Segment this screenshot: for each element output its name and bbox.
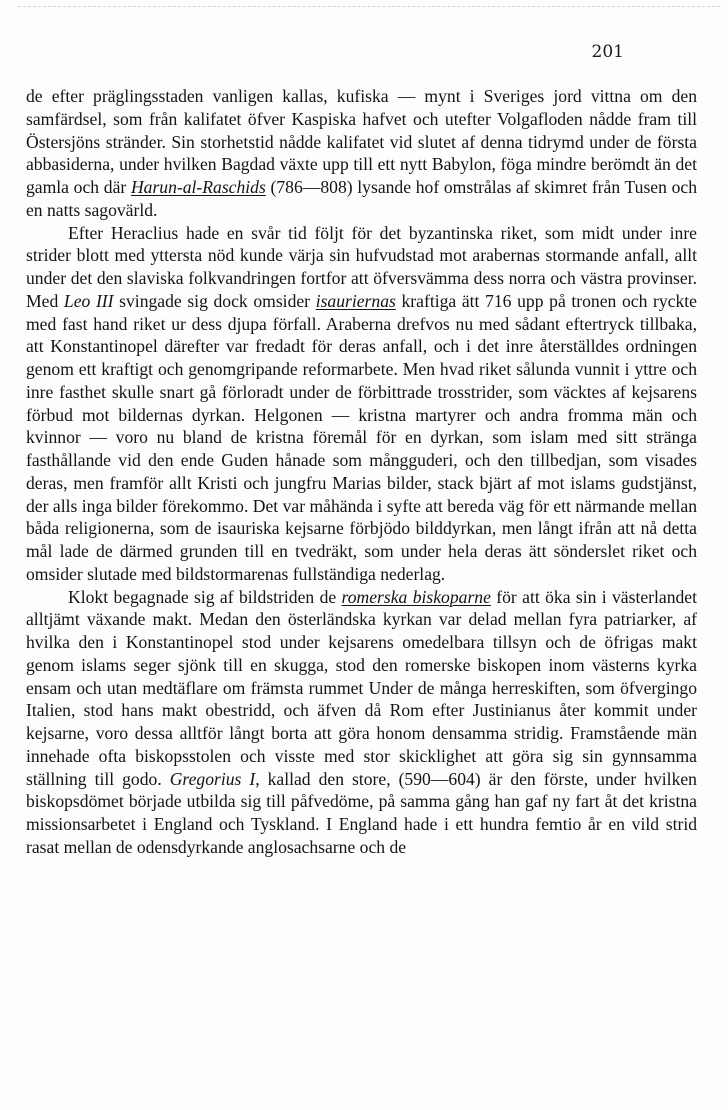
- text-run: för att öka sin i västerlandet alltjämt växande makt. Medan den österländska kyrkan var delad mellan fyra patriarker, af hvilka den i Konstantinopel stod under kejsarens omedelbara tillsyn och de öfrigas makt genom islams seger sjönk till en skugga, stod den romerske biskopen inom västerns kyrka ensam och utan medtäflare om främsta rummet Under de många herreskiften, som öfvergingo Italien, stod hans makt obestridd, och äfven då Rom efter Justinianus åter kommit under kejsarne, voro dessa alltför långt borta att göra honom densamma stridig. Framstående män innehade ofta biskopsstolen och visste med stor skicklighet att göra sig sin gynnsamma ställning till godo.: [26, 586, 698, 789]
- emphasis-underlined: Harun-al-Raschids: [130, 177, 266, 197]
- paragraph: [26, 85, 697, 222]
- text-run: Efter Heraclius hade en svår tid följt för det byzantinska riket, som midt under inre strider blott med yttersta nöd kunde värja sin hufvudstad mot arabernas stormande anfall, allt under det den slaviska folkvandringen fortfor att öfversvämma dess norra och västra provinser. Med: [26, 222, 697, 311]
- text-run: kraftiga ätt 716 upp på tronen och ryckte med fast hand riket ur dess djupa förfall. Araberna drefvos nu med sådant eftertryck tillbaka, att Konstantinopel därefter var fredadt för deras anfall, och i det inre återställdes ordningen genom ett kraftigt och genomgripande reformarbete. Men hvad riket sålunda vunnit i yttre och inre fasthet skulle snart gå förloradt under de förbittrade trosstrider, som väcktes af kejsarens förbud mot bildernas dyrkan. Helgonen — kristna martyrer och andra fromma män och kvinnor — voro nu bland de kristna föremål för en dyrkan, som islam med sitt stränga fasthållande vid den ende Guden hånade som mångguderi, och den tillbedjan, som visades deras, men framför allt Kristi och jungfru Marias bilder, stack bjärt af mot islams gudstjänst, der alls inga bilder förekommo. Det var måhända i syfte att bereda väg för ett närmande mellan båda religionerna, som de isauriska kejsarne förbjödo bilddyrkan, men långt ifrån att nå detta mål lade de därmed grunden till en tvedräkt, som under hela deras ätt sönderslet riket och omsider slutade med bildstormarenas fullständiga nederlag.: [26, 290, 697, 584]
- text-run: svingade sig dock omsider: [113, 290, 316, 311]
- body-text: [26, 85, 697, 859]
- paragraph: [26, 222, 697, 586]
- text-run: (786—808) lysande hof omstrålas af skimret från Tusen och en natts sagovärld.: [26, 177, 697, 220]
- emphasis-underlined: isauriernas: [315, 290, 396, 311]
- emphasis-italic: Leo III: [63, 290, 114, 311]
- paragraph: [26, 586, 697, 859]
- text-run: Klokt begagnade sig af bildstriden de: [68, 586, 342, 607]
- text-run: , kallad den store, (590—604) är den förste, under hvilken biskopsdömet började utbilda sig till påfvedöme, på samma gång han gaf ny fart åt det kristna missionsarbetet i England och Tyskland. I England hade i ett hundra femtio år en vild strid rasat mellan de odensdyrkande anglosachsarne och de: [26, 768, 697, 857]
- text-run: de efter präglingsstaden vanligen kallas, kufiska — mynt i Sveriges jord vittna om den samfärdsel, som från kalifatet öfver Kaspiska hafvet och utefter Volgafloden nådde fram till Östersjöns stränder. Sin storhetstid nådde kalifatet vid slutet af denna tidrymd under de första abbasiderna, under hvilken Bagdad växte upp till ett nytt Babylon, föga mindre berömdt än det gamla och där: [26, 86, 697, 197]
- emphasis-italic: Gregorius I: [169, 768, 256, 789]
- emphasis-underlined: romerska biskoparne: [341, 586, 491, 607]
- page-number: 201: [591, 42, 624, 62]
- scan-edge-rule: [18, 6, 720, 7]
